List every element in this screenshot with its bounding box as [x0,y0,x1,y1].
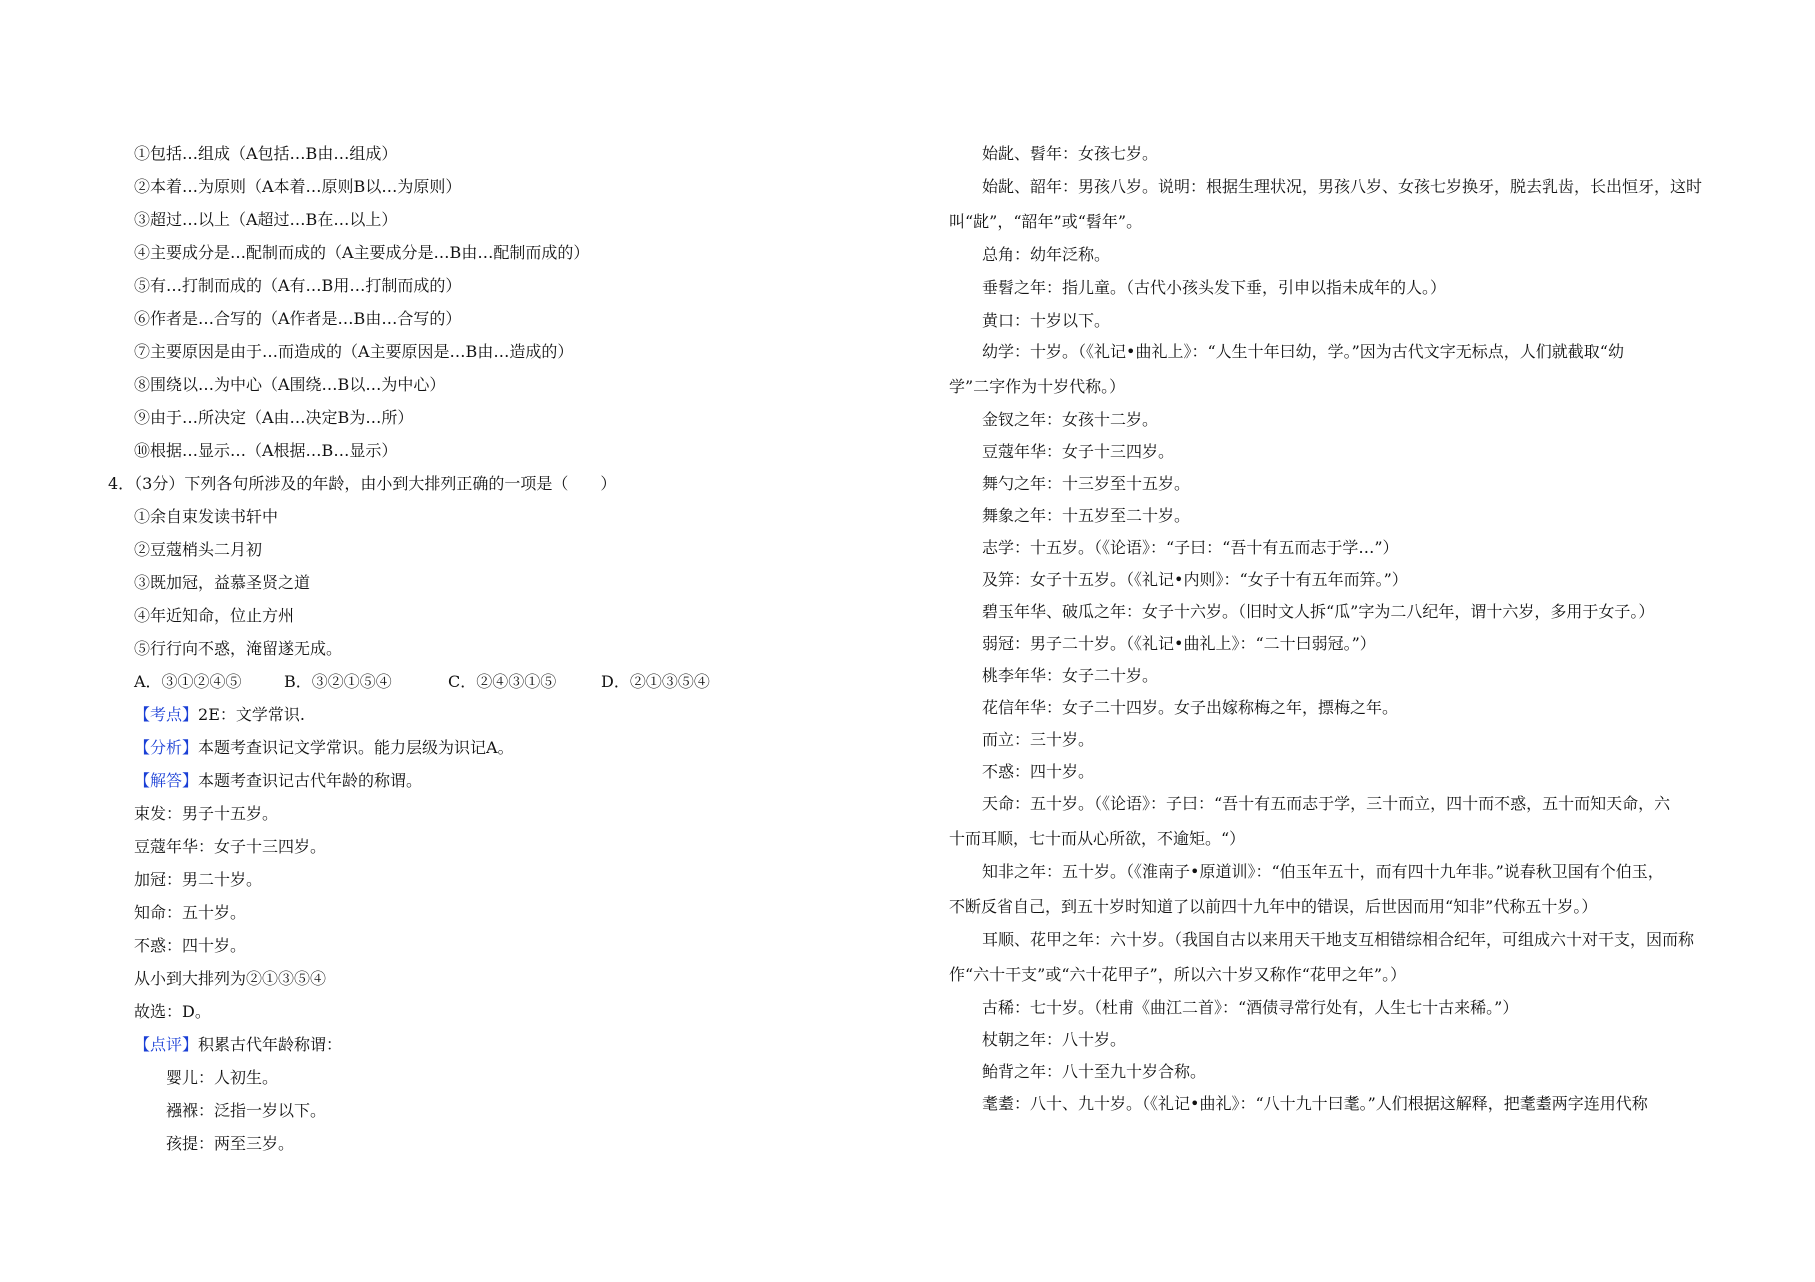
age-term: 志学：十五岁。（《论语》：“子曰：“吾十有五而志于学…”） [982,538,1399,557]
answer-line: 故选：D。 [134,1002,211,1021]
age-term: 金钗之年：女孩十二岁。 [982,410,1159,429]
age-term: 耳顺、花甲之年：六十岁。（我国自古以来用天干地支互相错综相合纪年，可组成六十对干支，因而称 [982,930,1695,949]
age-term: 舞象之年：十五岁至二十岁。 [982,506,1191,525]
answer-line: 从小到大排列为②①③⑤④ [134,969,327,988]
age-term: 耄耋：八十、九十岁。（《礼记•曲礼》：“八十九十曰耄。”人们根据这解释，把耄耋两字连用代称 [982,1094,1648,1113]
phrase-item: ④主要成分是…配制而成的（A主要成分是…B由…配制而成的） [134,243,590,262]
question-sentence: ①余自束发读书轩中 [134,507,279,526]
age-term: 豆蔻年华：女子十三四岁。 [982,442,1175,461]
age-term: 桃李年华：女子二十岁。 [982,666,1159,685]
option-a: A．③①②④⑤ [134,672,242,691]
age-term: 舞勺之年：十三岁至十五岁。 [982,474,1191,493]
age-term: 婴儿：人初生。 [166,1068,279,1087]
age-term: 古稀：七十岁。（杜甫《曲江二首》：“酒债寻常行处有，人生七十古来稀。”） [982,998,1519,1017]
age-term: 弱冠：男子二十岁。（《礼记•曲礼上》：“二十曰弱冠。”） [982,634,1376,653]
age-term: 杖朝之年：八十岁。 [982,1030,1127,1049]
answer-line: 加冠：男二十岁。 [134,870,263,889]
dianping-tag: 【点评】 [134,1035,199,1054]
answer-line: 豆蔻年华：女子十三四岁。 [134,837,327,856]
question-sentence: ③既加冠，益慕圣贤之道 [134,573,311,592]
phrase-item: ⑤有…打制而成的（A有…B用…打制而成的） [134,276,462,295]
fenxi-text: 本题考查识记文学常识。能力层级为识记A。 [198,738,514,757]
fenxi-tag: 【分析】 [134,738,199,757]
phrase-item: ⑥作者是…合写的（A作者是…B由…合写的） [134,309,462,328]
jieda-line [134,771,422,791]
age-term: 总角：幼年泛称。 [982,245,1111,264]
question-sentence: ④年近知命，位止方州 [134,606,295,625]
age-term-continued: 十而耳顺，七十而从心所欲，不逾矩。“） [949,829,1246,848]
jieda-text: 本题考查识记古代年龄的称谓。 [198,771,423,790]
option-c: C．②④③①⑤ [448,672,557,691]
age-term: 知非之年：五十岁。（《淮南子•原道训》：“伯玉年五十，而有四十九年非。”说春秋卫国有个伯玉， [982,862,1664,881]
age-term: 幼学：十岁。（《礼记•曲礼上》：“人生十年曰幼，学。”因为古代文字无标点，人们就截取“幼 [982,342,1624,361]
kaodian-text: 2E：文学常识. [198,705,305,724]
phrase-item: ①包括…组成（A包括…B由…组成） [134,144,398,163]
age-term-continued: 作“六十干支”或“六十花甲子”，所以六十岁又称作“花甲之年”。） [949,965,1407,984]
option-d: D．②①③⑤④ [601,672,710,691]
age-term: 天命：五十岁。（《论语》：子曰：“吾十有五而志于学，三十而立，四十而不惑，五十而知天命，六 [982,794,1671,813]
jieda-tag: 【解答】 [134,771,199,790]
phrase-item: ⑦主要原因是由于…而造成的（A主要原因是…B由…造成的） [134,342,574,361]
option-b: B．③②①⑤④ [284,672,392,691]
dianping-text: 积累古代年龄称谓： [198,1035,343,1054]
phrase-item: ⑧围绕以…为中心（A围绕…B以…为中心） [134,375,446,394]
answer-line: 不惑：四十岁。 [134,936,247,955]
age-term-continued: 叫“龀”，“韶年”或“髫年”。 [949,212,1143,231]
question-stem: 4．（3分）下列各句所涉及的年龄，由小到大排列正确的一项是（ ） [108,474,617,493]
age-term: 花信年华：女子二十四岁。女子出嫁称梅之年，摽梅之年。 [982,698,1399,717]
age-term: 而立：三十岁。 [982,730,1095,749]
answer-line: 束发：男子十五岁。 [134,804,279,823]
age-term-continued: 学”二字作为十岁代称。） [949,377,1126,396]
question-sentence: ②豆蔻梢头二月初 [134,540,263,559]
phrase-item: ②本着…为原则（A本着…原则B以…为原则） [134,177,462,196]
phrase-item: ⑩根据…显示…（A根据…B…显示） [134,441,398,460]
age-term: 始龀、韶年：男孩八岁。说明：根据生理状况，男孩八岁、女孩七岁换牙，脱去乳齿，长出恒牙，这时 [982,177,1703,196]
age-term: 孩提：两至三岁。 [166,1134,295,1153]
age-term: 鲐背之年：八十至九十岁合称。 [982,1062,1207,1081]
kaodian-line [134,705,305,725]
age-term: 及笄：女子十五岁。（《礼记•内则》：“女子十有五年而笄。”） [982,570,1408,589]
age-term-continued: 不断反省自己，到五十岁时知道了以前四十九年中的错误，后世因而用“知非”代称五十岁。） [949,897,1598,916]
age-term: 始龀、髫年：女孩七岁。 [982,144,1159,163]
age-term: 垂髫之年：指儿童。（古代小孩头发下垂，引申以指未成年的人。） [982,278,1447,297]
question-sentence: ⑤行行向不惑，淹留遂无成。 [134,639,343,658]
age-term: 碧玉年华、破瓜之年：女子十六岁。（旧时文人拆“瓜”字为二八纪年，谓十六岁，多用于女子。） [982,602,1655,621]
phrase-item: ③超过…以上（A超过…B在…以上） [134,210,398,229]
dianping-line [134,1035,342,1055]
age-term: 襁褓：泛指一岁以下。 [166,1101,327,1120]
answer-line: 知命：五十岁。 [134,903,247,922]
phrase-item: ⑨由于…所决定（A由…决定B为…所） [134,408,414,427]
fenxi-line [134,738,514,758]
age-term: 黄口：十岁以下。 [982,311,1111,330]
age-term: 不惑：四十岁。 [982,762,1095,781]
kaodian-tag: 【考点】 [134,705,199,724]
